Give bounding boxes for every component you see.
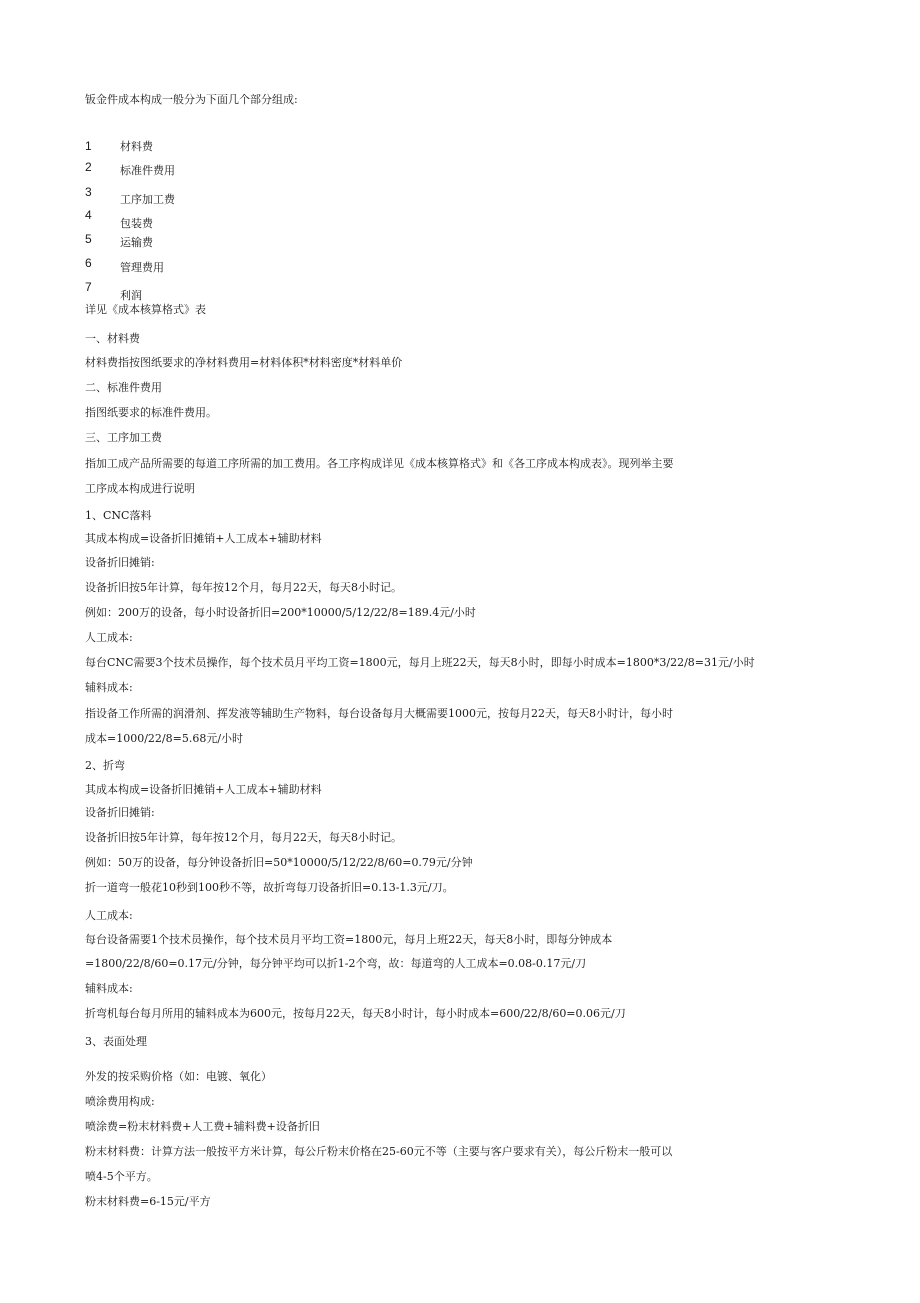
body-text: =1800/22/8/60=0.17元/分钟，每分钟平均可以折1-2个弯，故：每道弯的人工成本=0.08-0.17元/刀 bbox=[85, 957, 587, 970]
list-number: 6 bbox=[85, 256, 92, 270]
subsection-heading: 2、折弯 bbox=[85, 759, 125, 772]
body-text: 折一道弯一般花10秒到100秒不等，故折弯每刀设备折旧=0.13-1.3元/刀。 bbox=[85, 881, 454, 894]
list-item-label: 材料费 bbox=[120, 140, 153, 153]
subsection-heading: 3、表面处理 bbox=[85, 1035, 147, 1048]
body-text: 设备折旧摊销: bbox=[85, 806, 155, 819]
body-text: 例如：50万的设备，每分钟设备折旧=50*10000/5/12/22/8/60=0.79元/分钟 bbox=[85, 856, 473, 869]
body-text: 人工成本: bbox=[85, 631, 133, 644]
section-heading: 一、材料费 bbox=[85, 332, 140, 345]
body-text: 设备折旧按5年计算，每年按12个月，每月22天，每天8小时记。 bbox=[85, 581, 402, 594]
body-text: 折弯机每台每月所用的辅料成本为600元，按每月22天，每天8小时计，每小时成本=600/22/8/60=0.06元/刀 bbox=[85, 1007, 626, 1020]
body-text: 辅料成本: bbox=[85, 982, 133, 995]
list-item-label: 利润 bbox=[120, 289, 142, 302]
body-text: 喷涂费=粉末材料费+人工费+辅料费+设备折旧 bbox=[85, 1120, 320, 1133]
body-text: 外发的按采购价格（如：电镀、氧化） bbox=[85, 1070, 272, 1083]
body-text: 喷4-5个平方。 bbox=[85, 1170, 158, 1183]
body-text: 每台CNC需要3个技术员操作，每个技术员月平均工资=1800元，每月上班22天，每天8小时，即每小时成本=1800*3/22/8=31元/小时 bbox=[85, 656, 755, 669]
list-item-label: 运输费 bbox=[120, 236, 153, 249]
list-item-label: 标准件费用 bbox=[120, 164, 175, 177]
body-text: 每台设备需要1个技术员操作，每个技术员月平均工资=1800元，每月上班22天，每天8小时，即每分钟成本 bbox=[85, 933, 613, 946]
list-number: 2 bbox=[85, 160, 92, 174]
list-number: 5 bbox=[85, 232, 92, 246]
list-number: 1 bbox=[85, 139, 92, 153]
section-heading: 三、工序加工费 bbox=[85, 431, 162, 444]
body-text: 指图纸要求的标准件费用。 bbox=[85, 406, 217, 419]
body-text: 喷涂费用构成: bbox=[85, 1095, 155, 1108]
body-text: 指加工成产品所需要的每道工序所需的加工费用。各工序构成详见《成本核算格式》和《各工序成本构成表》。现列举主要 bbox=[85, 457, 674, 470]
list-item-label: 包装费 bbox=[120, 217, 153, 230]
subsection-heading: 1、CNC落料 bbox=[85, 509, 152, 522]
intro-text: 钣金件成本构成一般分为下面几个部分组成: bbox=[85, 93, 298, 106]
list-number: 3 bbox=[85, 185, 92, 199]
body-text: 成本=1000/22/8=5.68元/小时 bbox=[85, 732, 244, 745]
body-text: 设备折旧按5年计算，每年按12个月，每月22天，每天8小时记。 bbox=[85, 831, 402, 844]
body-text: 设备折旧摊销: bbox=[85, 556, 155, 569]
list-number: 7 bbox=[85, 280, 92, 294]
list-item-label: 工序加工费 bbox=[120, 193, 175, 206]
body-text: 辅料成本: bbox=[85, 681, 133, 694]
body-text: 例如：200万的设备，每小时设备折旧=200*10000/5/12/22/8=189.4元/小时 bbox=[85, 606, 476, 619]
section-heading: 二、标准件费用 bbox=[85, 381, 162, 394]
list-number: 4 bbox=[85, 208, 92, 222]
body-text: 指设备工作所需的润滑剂、挥发液等辅助生产物料，每台设备每月大概需要1000元，按每月22天，每天8小时计，每小时 bbox=[85, 707, 673, 720]
reference-line: 详见《成本核算格式》表 bbox=[85, 303, 206, 316]
body-text: 粉末材料费：计算方法一般按平方米计算，每公斤粉末价格在25-60元不等（主要与客户要求有关），每公斤粉末一般可以 bbox=[85, 1145, 673, 1158]
body-text: 工序成本构成进行说明 bbox=[85, 482, 195, 495]
body-text: 人工成本: bbox=[85, 909, 133, 922]
body-text: 其成本构成=设备折旧摊销+人工成本+辅助材料 bbox=[85, 532, 322, 545]
list-item-label: 管理费用 bbox=[120, 261, 164, 274]
body-text: 其成本构成=设备折旧摊销+人工成本+辅助材料 bbox=[85, 783, 322, 796]
body-text: 粉末材料费=6-15元/平方 bbox=[85, 1195, 211, 1208]
body-text: 材料费指按图纸要求的净材料费用=材料体积*材料密度*材料单价 bbox=[85, 356, 403, 369]
